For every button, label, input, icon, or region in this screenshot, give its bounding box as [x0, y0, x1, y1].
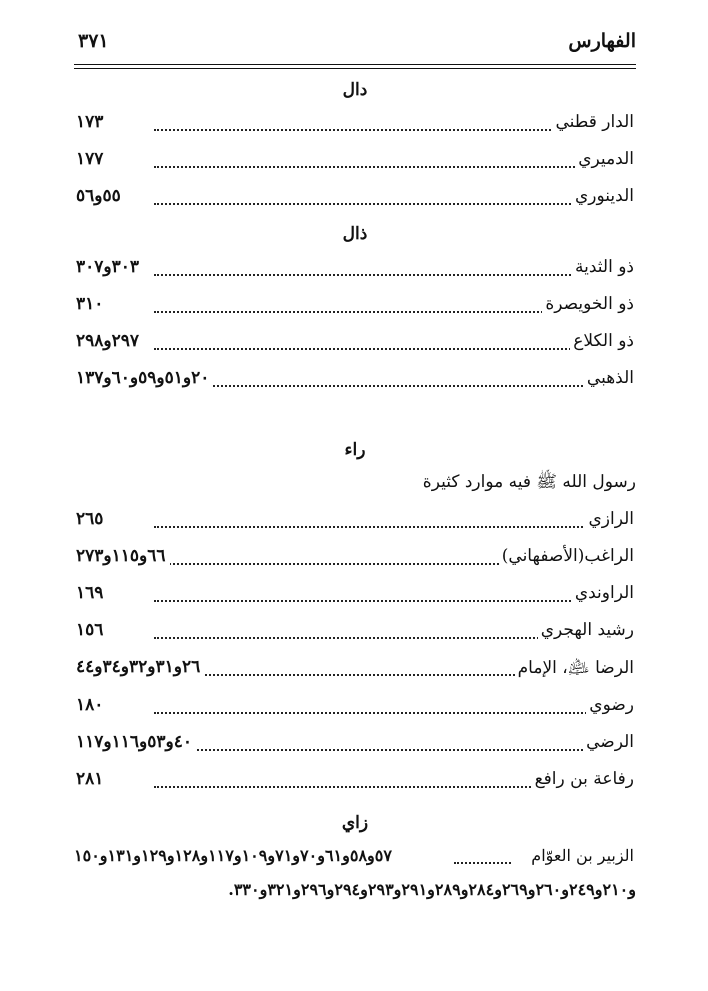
entry-name: الزبير بن العوّام	[531, 846, 634, 865]
leader-dots	[154, 600, 634, 602]
index-entry	[74, 509, 636, 533]
entry-pages: ٤٠و٥٣و١١٦و١١٧	[76, 732, 196, 752]
leader-dots	[154, 712, 634, 714]
entry-pages: ٥٥و٥٦	[76, 186, 125, 206]
page-number: ٣٧١	[78, 30, 109, 52]
index-entry	[74, 583, 636, 607]
index-entry	[74, 769, 636, 793]
entry-name: ذو الخويصرة	[542, 294, 634, 314]
section-heading-dhal: ذال	[342, 224, 368, 244]
entry-pages: ١٧٧	[76, 149, 107, 169]
entry-pages: ٥٧و٥٨و٦١و٧٠و٧١و١٠٩و١١٧و١٢٨و١٢٩و١٣١و١٥٠	[74, 846, 392, 865]
index-entry	[74, 695, 636, 719]
entry-pages: ١٧٣	[76, 112, 107, 132]
index-entry	[74, 620, 636, 644]
section-heading-ra: راء	[344, 440, 366, 460]
entry-name: الرضا ﵇، الإمام	[515, 657, 634, 682]
entry-pages: ٢٦٥	[76, 509, 107, 529]
header-rule-top	[74, 64, 636, 65]
index-entry	[74, 331, 636, 355]
leader-dots	[154, 166, 634, 168]
entry-name: رفاعة بن رافع	[532, 769, 634, 789]
entry-name: الرضي	[583, 732, 634, 752]
leader-dots	[454, 862, 511, 864]
entry-name: رضوي	[586, 695, 634, 715]
leader-dots	[154, 203, 634, 205]
entry-name: الدينوري	[572, 186, 634, 206]
entry-name: رشيد الهجري	[538, 620, 634, 640]
header-rule-bottom	[74, 68, 636, 69]
entry-pages: ٢٠و٥١و٥٩و٦٠و١٣٧	[76, 368, 213, 388]
leader-dots	[154, 385, 634, 387]
prophet-note: رسول الله ﷺ فيه موارد كثيرة	[422, 472, 636, 492]
entry-pages: ٢٩٧و٢٩٨	[76, 331, 143, 351]
entry-name: الراوندي	[572, 583, 634, 603]
index-entry	[74, 732, 636, 756]
entry-pages: ٣٠٣و٣٠٧	[76, 257, 143, 277]
page-title: الفهارس	[568, 30, 636, 52]
leader-dots	[154, 749, 634, 751]
entry-pages: ٦٦و١١٥و٢٧٣	[76, 546, 170, 566]
entry-name: ذو الكلاع	[570, 331, 634, 351]
entry-pages: ٣١٠	[76, 294, 107, 314]
index-entry	[74, 257, 636, 281]
index-entry	[74, 368, 636, 392]
entry-name: الدميري	[575, 149, 634, 169]
entry-pages: ٢٨١	[76, 769, 107, 789]
section-heading-zay: زاي	[341, 813, 369, 833]
index-entry	[74, 657, 636, 681]
entry-name: ذو الثدية	[572, 257, 634, 277]
entry-pages: ١٥٦	[76, 620, 107, 640]
entry-name: الرازي	[585, 509, 634, 529]
index-entry	[74, 186, 636, 210]
entry-name: الذهبي	[584, 368, 634, 388]
entry-pages-continuation: و٢١٠و٢٤٩و٢٦٠و٢٦٩و٢٨٤و٢٨٩و٢٩١و٢٩٣و٢٩٤و٢٩٦و٣٢١و٣٣٠.	[228, 880, 636, 899]
page-header	[74, 30, 636, 56]
entry-pages: ١٨٠	[76, 695, 107, 715]
leader-dots	[154, 274, 634, 276]
index-entry	[74, 546, 636, 570]
entry-name: الراغب(الأصفهاني)	[499, 546, 634, 566]
leader-dots	[154, 526, 634, 528]
section-heading-dal: دال	[342, 80, 368, 100]
index-entry	[74, 149, 636, 173]
leader-dots	[154, 348, 634, 350]
entry-name: الدار قطني	[552, 112, 634, 132]
index-entry-zubayr	[74, 846, 636, 870]
entry-pages: ٢٦و٣١و٣٢و٣٤و٤٤	[76, 657, 204, 677]
entry-pages: ١٦٩	[76, 583, 107, 603]
index-entry	[74, 112, 636, 136]
index-entry	[74, 294, 636, 318]
